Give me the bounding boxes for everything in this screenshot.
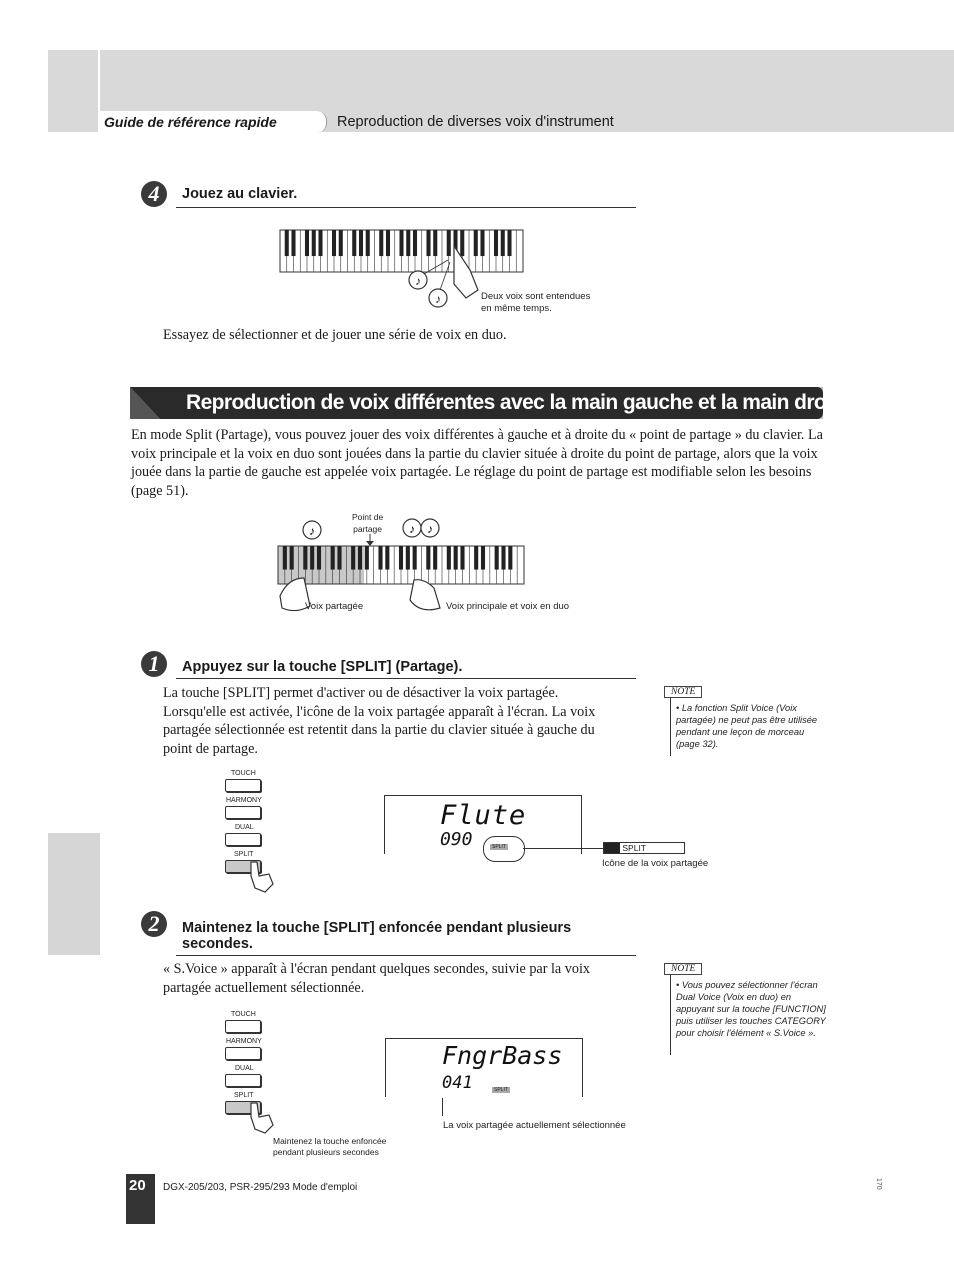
black-key: [378, 546, 382, 570]
lcd-voice-name-1: Flute: [440, 800, 527, 831]
black-key: [318, 230, 322, 256]
black-key: [317, 546, 321, 570]
black-key: [413, 546, 417, 570]
step-2-note-text: Vous pouvez sélectionner l'écran Dual Voice (Voix en duo) en appuyant sur la touche [FUNCTION] puis utiliser les touches CATEGORY pour choisir l'élément « S.Voice ».: [676, 980, 826, 1038]
step-1-rule: [176, 678, 636, 679]
svg-text:♪: ♪: [427, 522, 433, 536]
black-key: [290, 546, 294, 570]
step-2-badge: [140, 910, 168, 938]
harmony-button[interactable]: [225, 806, 261, 819]
black-key: [426, 230, 430, 256]
svg-text:♪: ♪: [415, 274, 421, 288]
touch-label: TOUCH: [231, 1011, 256, 1018]
note-tag: NOTE: [664, 686, 702, 698]
svg-text:♪: ♪: [435, 292, 441, 306]
black-key: [474, 230, 478, 256]
touch-label: TOUCH: [231, 770, 256, 777]
harmony-label: HARMONY: [226, 1038, 262, 1045]
section-label: Reproduction de diverses voix d'instrument: [337, 114, 614, 130]
black-key: [413, 230, 417, 256]
black-key: [433, 230, 437, 256]
banner-title: Reproduction de voix différentes avec la main gauche et la main droite – SPLIT: [186, 391, 927, 414]
black-key: [508, 546, 512, 570]
lcd-caption: La voix partagée actuellement sélectionnée: [443, 1120, 626, 1131]
black-key: [283, 546, 287, 570]
touch-button[interactable]: [225, 1020, 261, 1033]
step-2-number: 2: [148, 911, 160, 936]
note-rule: [670, 963, 671, 1055]
split-label: SPLIT: [234, 851, 254, 858]
black-key: [495, 546, 499, 570]
black-key: [406, 546, 410, 570]
press-hand-icon: [247, 1101, 277, 1135]
black-key: [337, 546, 341, 570]
intro-paragraph: En mode Split (Partage), vous pouvez jouer des voix différentes à gauche et à droite du « point de partage » du clavier. La voix principale et la voix en duo sont jouées dans la partie du clavier située à droite du point de partage, alors que la voix jouée dans la partie de gauche est appelée voix partagée. Le réglage du point de partage est modifiable selon les besoins (page 51).: [131, 427, 823, 499]
side-tab: [48, 833, 100, 955]
lcd-voice-number-2: 041: [442, 1073, 473, 1093]
black-key: [291, 230, 295, 256]
black-key: [312, 230, 316, 256]
harmony-label: HARMONY: [226, 797, 262, 804]
step-1-number: 1: [148, 651, 160, 676]
black-key: [351, 546, 355, 570]
black-key: [352, 230, 356, 256]
step-4-body: Essayez de sélectionner et de jouer une série de voix en duo.: [163, 327, 507, 343]
black-key: [501, 230, 505, 256]
black-key: [507, 230, 511, 256]
black-key: [285, 230, 289, 256]
black-key: [447, 546, 451, 570]
split-icon-legend: [603, 842, 685, 854]
black-key: [480, 230, 484, 256]
step-2-title-line1: Maintenez la touche [SPLIT] enfoncée pendant plusieurs: [182, 920, 572, 936]
black-key: [460, 230, 464, 256]
banner-corner-icon: [130, 387, 160, 419]
touch-button[interactable]: [225, 779, 261, 792]
svg-text:♪: ♪: [409, 522, 415, 536]
black-key: [481, 546, 485, 570]
lcd-split-icon-2: SPLIT: [494, 1087, 508, 1093]
step-1-body: La touche [SPLIT] permet d'activer ou de désactiver la voix partagée. Lorsqu'elle est activée, l'icône de la voix partagée apparaît à l'écran. La voix partagée sélectionnée est retentit dans la partie du clavier située à gauche du point de partage.: [163, 685, 596, 757]
black-key: [305, 230, 309, 256]
black-key: [460, 546, 464, 570]
black-key: [339, 230, 343, 256]
page-number: 20: [129, 1177, 146, 1194]
harmony-button[interactable]: [225, 1047, 261, 1060]
callout-line: [523, 848, 603, 849]
black-key: [366, 230, 370, 256]
black-key: [358, 546, 362, 570]
header-divider: [98, 50, 100, 112]
guide-label: Guide de référence rapide: [104, 114, 277, 130]
side-code: 170: [875, 1178, 882, 1190]
lcd-voice-name-2: FngrBass: [442, 1041, 563, 1070]
split-point-label: Point de partage: [352, 512, 384, 534]
lcd-split-icon-1: SPLIT: [492, 844, 506, 850]
black-key: [501, 546, 505, 570]
step-4-rule: [176, 207, 636, 208]
split-label: SPLIT: [234, 1092, 254, 1099]
black-key: [447, 230, 451, 256]
svg-text:♪: ♪: [309, 524, 315, 538]
keyboard-icon: [604, 843, 620, 853]
black-key: [426, 546, 430, 570]
black-key: [494, 230, 498, 256]
step-1-title: Appuyez sur la touche [SPLIT] (Partage).: [182, 659, 463, 675]
dual-label: DUAL: [235, 824, 254, 831]
press-hand-icon: [247, 860, 277, 894]
black-key: [331, 546, 335, 570]
split-left-label: Voix partagée: [305, 601, 364, 612]
step-4-title: Jouez au clavier.: [182, 186, 298, 202]
dual-button[interactable]: [225, 1074, 261, 1087]
black-key: [365, 546, 369, 570]
black-key: [359, 230, 363, 256]
black-key: [310, 546, 314, 570]
footer-model-text: DGX-205/203, PSR-295/293 Mode d'emploi: [163, 1182, 358, 1193]
hold-caption: Maintenez la touche enfoncée pendant plusieurs secondes: [273, 1136, 387, 1157]
step-2-title-line2: secondes.: [182, 936, 253, 952]
step-4-badge: [140, 180, 168, 208]
black-key: [399, 230, 403, 256]
dual-caption: Deux voix sont entendues en même temps.: [481, 291, 591, 314]
step-2-note: • Vous pouvez sélectionner l'écran Dual Voice (Voix en duo) en appuyant sur la touche [FUNCTION] puis utiliser les touches CATEGORY pour choisir l'élément « S.Voice ».: [676, 980, 826, 1038]
step-2-rule: [176, 955, 636, 956]
black-key: [406, 230, 410, 256]
step-1-badge: [140, 650, 168, 678]
black-key: [385, 546, 389, 570]
dual-label: DUAL: [235, 1065, 254, 1072]
icon-caption: Icône de la voix partagée: [602, 858, 709, 869]
black-key: [433, 546, 437, 570]
black-key: [454, 546, 458, 570]
dual-button[interactable]: [225, 833, 261, 846]
black-key: [332, 230, 336, 256]
black-key: [399, 546, 403, 570]
split-right-label: Voix principale et voix en duo: [446, 601, 570, 612]
note-tag: NOTE: [664, 963, 702, 975]
black-key: [379, 230, 383, 256]
callout-line: [442, 1098, 443, 1116]
black-key: [474, 546, 478, 570]
step-2-body: « S.Voice » apparaît à l'écran pendant quelques secondes, suivie par la voix partagée actuellement sélectionnée.: [163, 961, 590, 996]
lcd-voice-number-1: 090: [440, 829, 473, 850]
step-4-number: 4: [148, 181, 160, 206]
step-1-note-text: La fonction Split Voice (Voix partagée) ne peut pas être utilisée pendant une leçon de morceau (page 32).: [676, 703, 818, 749]
black-key: [386, 230, 390, 256]
split-icon-legend-text: SPLIT: [622, 843, 646, 853]
black-key: [303, 546, 307, 570]
step-1-note: • La fonction Split Voice (Voix partagée) ne peut pas être utilisée pendant une leçon de morceau (page 32).: [676, 703, 818, 749]
